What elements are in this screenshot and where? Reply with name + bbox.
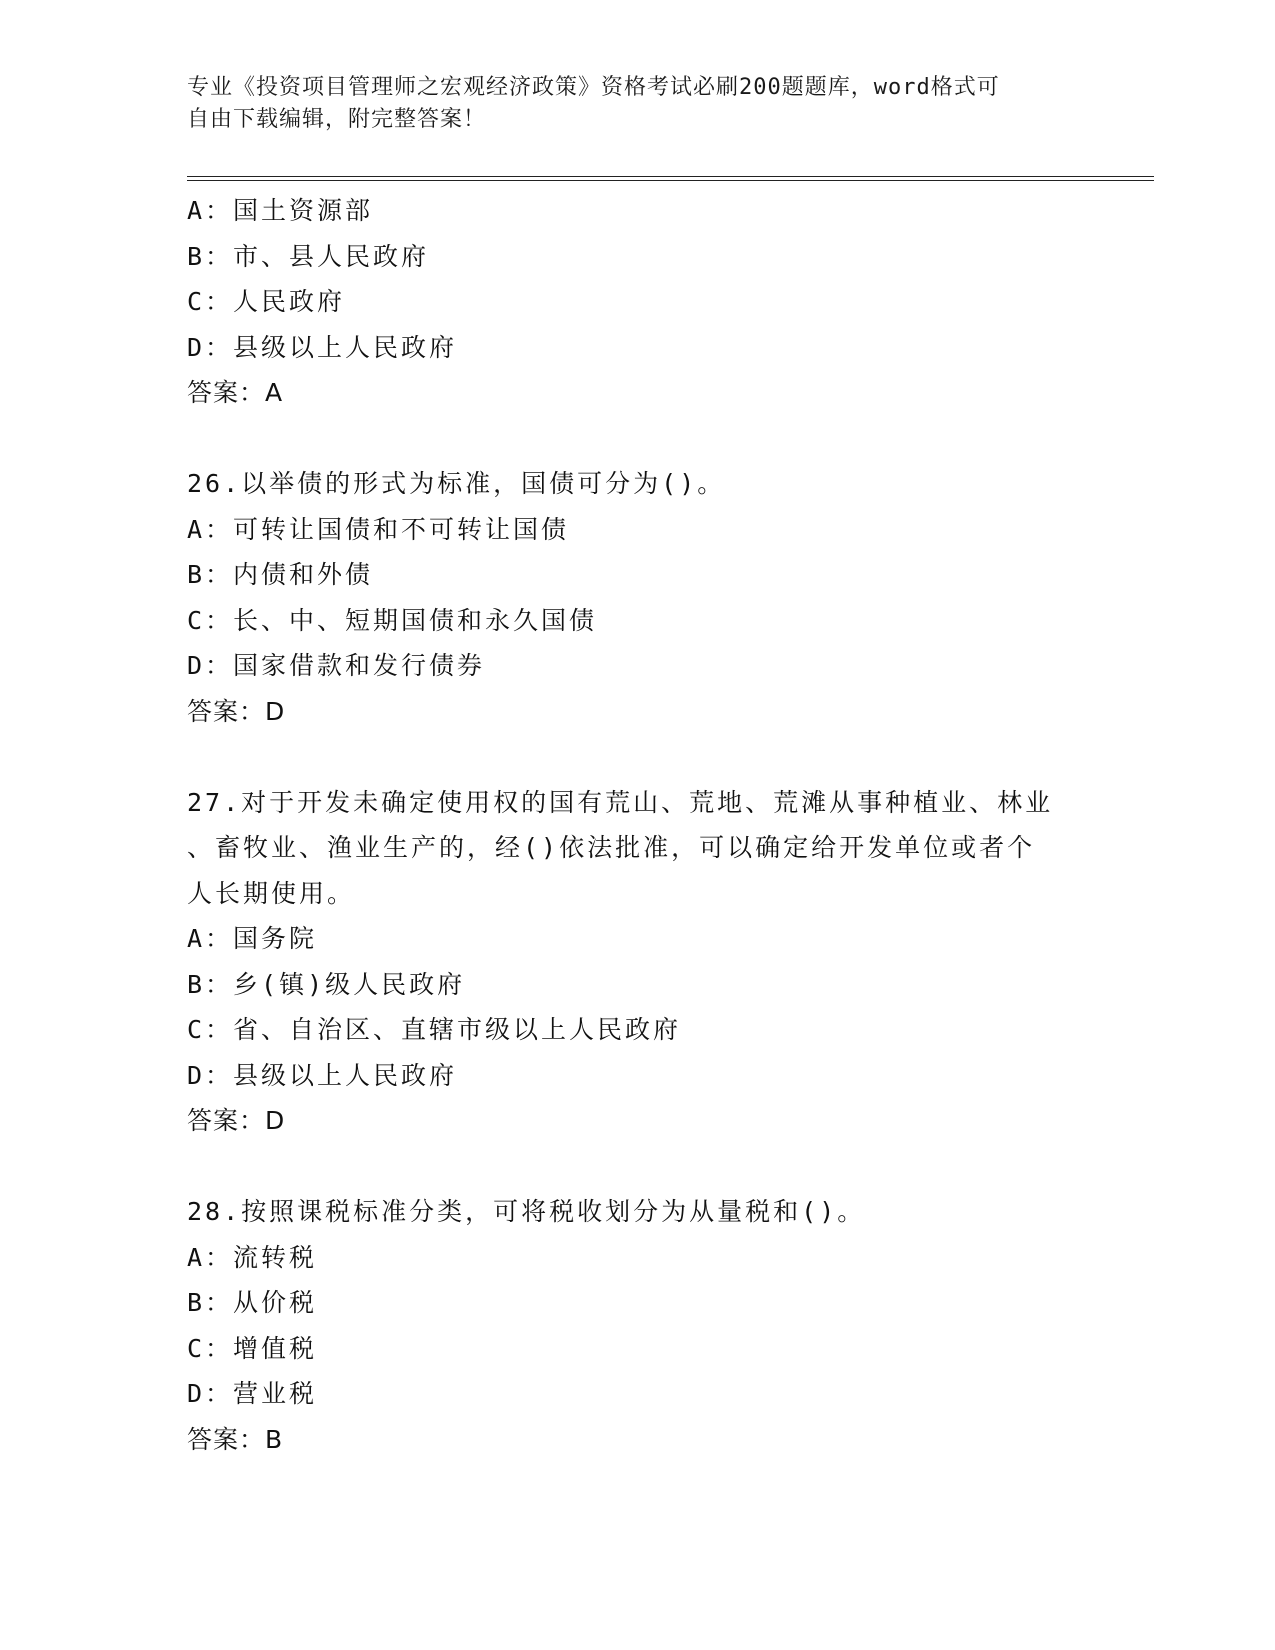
spacer xyxy=(187,734,1087,780)
option-d: D：国家借款和发行债券 xyxy=(187,651,486,680)
question-list xyxy=(187,188,1087,1462)
header-line-1: 专业《投资项目管理师之宏观经济政策》资格考试必刷200题题库，word格式可 xyxy=(187,75,1000,100)
option-c: C：人民政府 xyxy=(187,287,346,316)
option-c: C：增值税 xyxy=(187,1333,318,1363)
question-stem: 28.按照课税标准分类，可将税收划分为从量税和()。 xyxy=(187,1197,866,1226)
question-stem-line-2: 、畜牧业、渔业生产的，经()依法批准，可以确定给开发单位或者个 xyxy=(187,833,1036,862)
header-line-2: 自由下载编辑，附完整答案！ xyxy=(187,107,487,132)
question-stem: 26.以举债的形式为标准，国债可分为()。 xyxy=(187,469,726,498)
option-c: C：长、中、短期国债和永久国债 xyxy=(187,605,598,635)
question-26 xyxy=(187,461,1087,734)
option-b: B：市、县人民政府 xyxy=(187,241,430,271)
option-d: D：营业税 xyxy=(187,1379,318,1408)
option-a: A：国务院 xyxy=(187,924,318,953)
answer: 答案：D xyxy=(187,1106,286,1135)
option-b: B：乡(镇)级人民政府 xyxy=(187,969,466,999)
question-stem-line-1: 27.对于开发未确定使用权的国有荒山、荒地、荒滩从事种植业、林业 xyxy=(187,787,1054,817)
option-a: A：国土资源部 xyxy=(187,196,374,225)
spacer xyxy=(187,416,1087,462)
option-a: A：可转让国债和不可转让国债 xyxy=(187,514,570,544)
option-b: B：内债和外债 xyxy=(187,560,374,589)
question-28 xyxy=(187,1189,1087,1462)
question-25 xyxy=(187,188,1087,416)
header-divider xyxy=(187,176,1154,181)
question-stem-line-3: 人长期使用。 xyxy=(187,878,356,908)
option-d: D：县级以上人民政府 xyxy=(187,332,458,362)
answer: 答案：B xyxy=(187,1424,284,1454)
answer: 答案：A xyxy=(187,378,284,407)
spacer xyxy=(187,1144,1087,1190)
option-b: B：从价税 xyxy=(187,1288,318,1317)
question-27 xyxy=(187,780,1087,1144)
page-header xyxy=(187,72,1067,136)
answer: 答案：D xyxy=(187,696,286,726)
option-d: D：县级以上人民政府 xyxy=(187,1060,458,1090)
option-c: C：省、自治区、直辖市级以上人民政府 xyxy=(187,1015,682,1044)
option-a: A：流转税 xyxy=(187,1242,318,1272)
